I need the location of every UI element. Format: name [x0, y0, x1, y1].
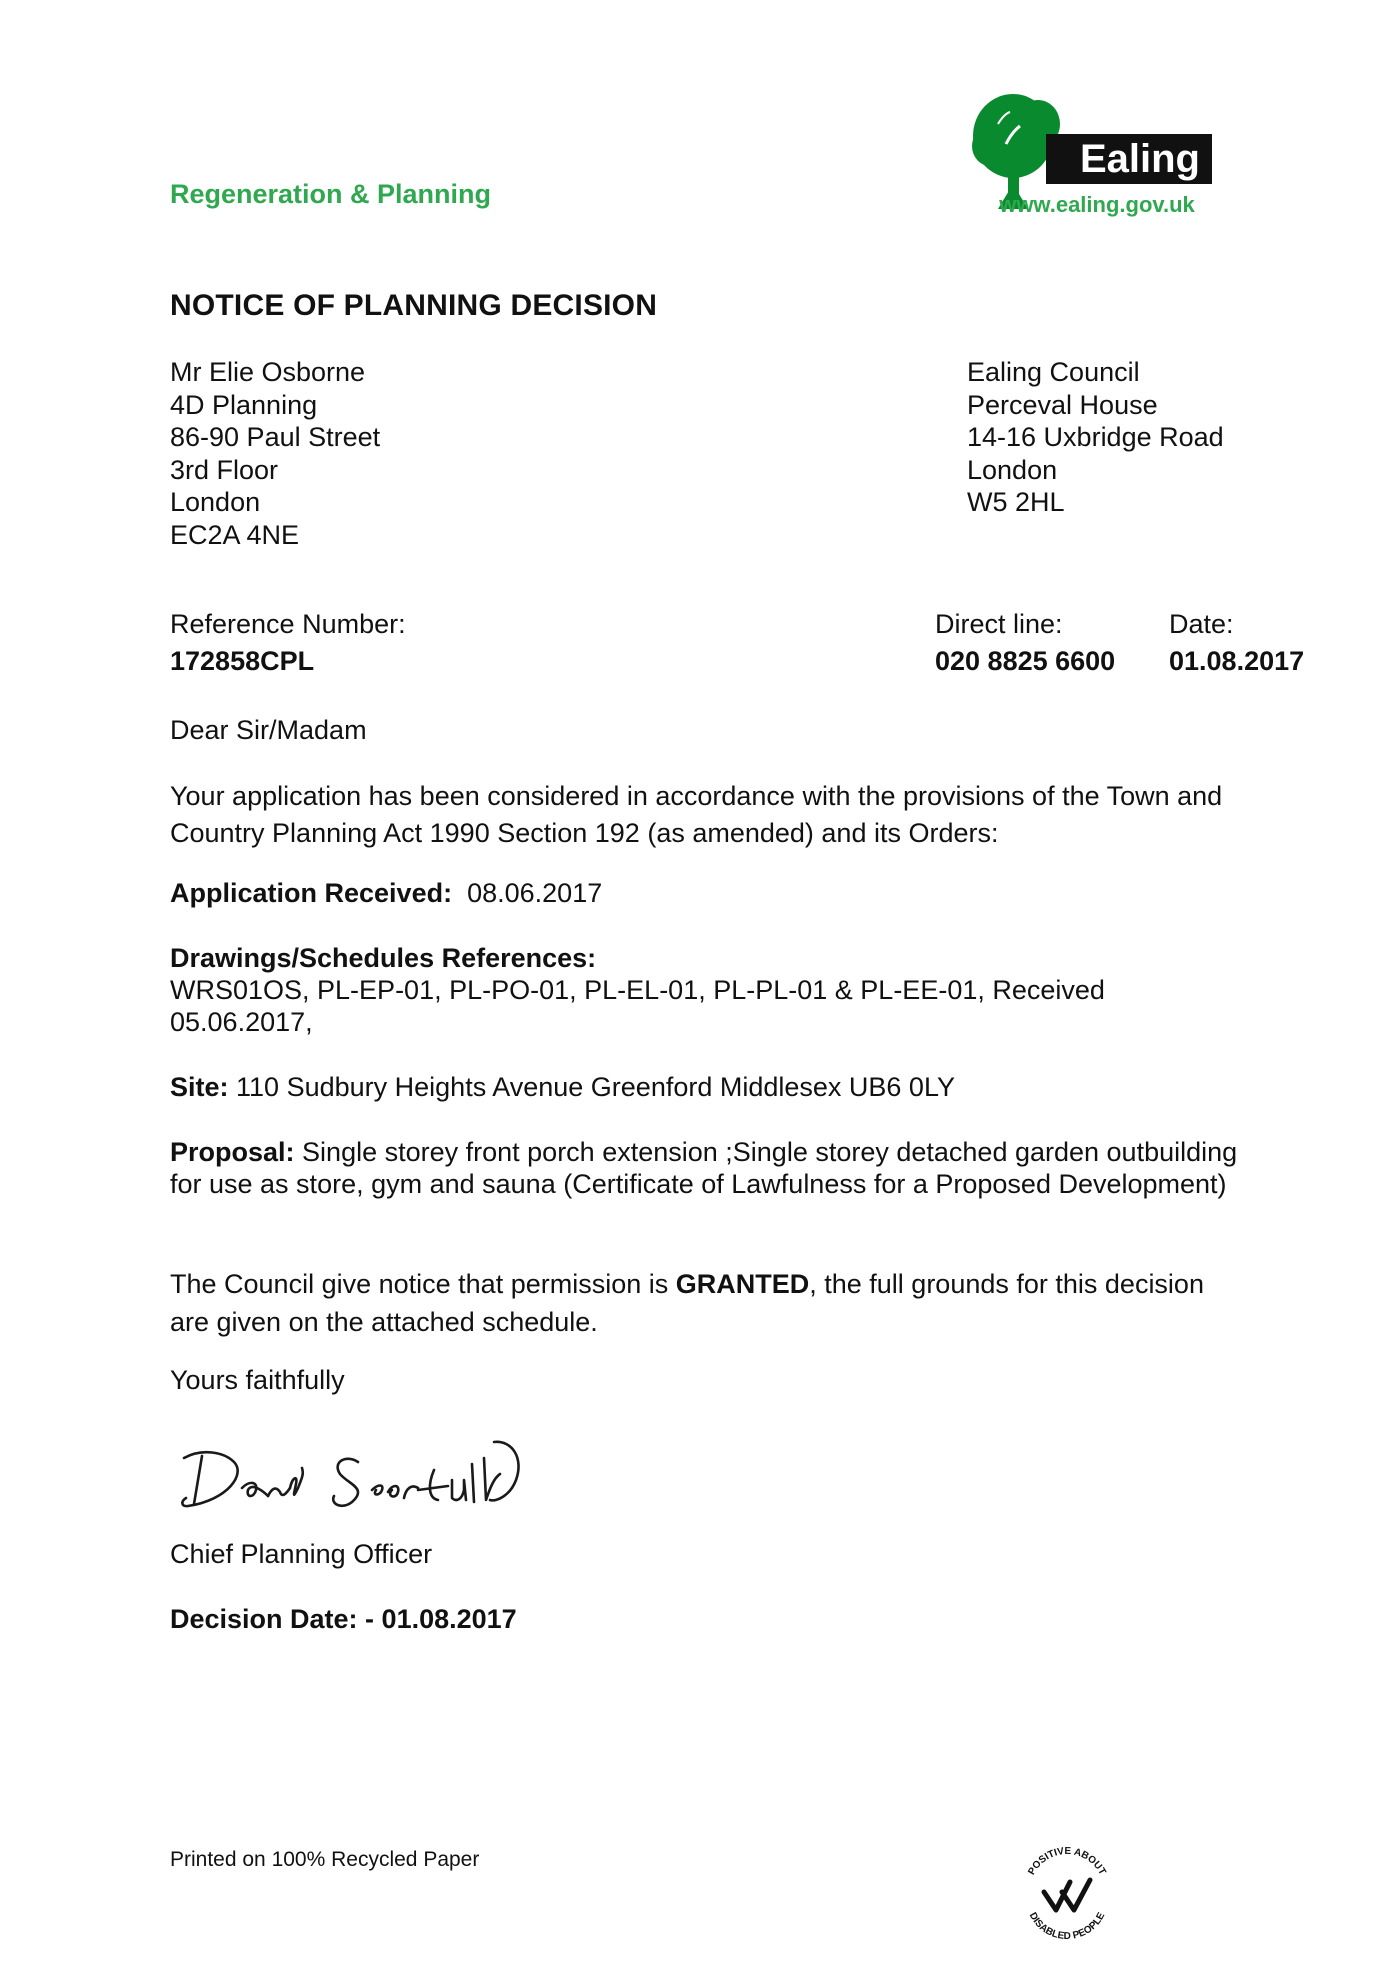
page-title: NOTICE OF PLANNING DECISION — [170, 289, 658, 322]
direct-line-label: Direct line: — [935, 609, 1063, 639]
proposal — [170, 1136, 1250, 1200]
proposal-label: Proposal: — [170, 1137, 295, 1167]
sender-address — [967, 356, 1224, 519]
recipient-address — [170, 356, 380, 551]
decision-date — [170, 1603, 1250, 1635]
application-received-label: Application Received: — [170, 878, 453, 908]
application-received-date: 08.06.2017 — [467, 878, 603, 908]
badge-bottom-text: DISABLED PEOPLE — [1026, 1910, 1108, 1943]
greeting: Dear Sir/Madam — [170, 715, 367, 745]
drawings-references — [170, 942, 1250, 1038]
sender-line: W5 2HL — [967, 487, 1065, 517]
recipient-line: London — [170, 487, 261, 517]
recipient-line: EC2A 4NE — [170, 519, 300, 550]
site-address: 110 Sudbury Heights Avenue Greenford Middlesex UB6 0LY — [236, 1072, 955, 1102]
drawings-label: Drawings/Schedules References: — [170, 943, 597, 973]
disability-badge-icon — [1012, 1836, 1122, 1946]
decision-text-after: , the full grounds for this decision are given on the attached schedule. — [170, 1269, 1204, 1337]
proposal-text: Single storey front porch extension ;Single storey detached garden outbuilding for use as store, gym and sauna (Certificate of Lawfulness for a Proposed Development) — [170, 1137, 1238, 1199]
signatory-title: Chief Planning Officer — [170, 1539, 433, 1569]
department-name: Regeneration & Planning — [170, 179, 492, 209]
intro-paragraph: Your application has been considered in accordance with the provisions of the Town and Country Planning Act 1990 Section 192 (as amended) and its Orders: — [170, 781, 1223, 848]
sender-line: 14-16 Uxbridge Road — [967, 422, 1224, 452]
ealing-logo — [968, 84, 1226, 229]
site-label: Site: — [170, 1072, 229, 1102]
recipient-line: Mr Elie Osborne — [170, 357, 366, 387]
decision-text-before: The Council give notice that permission is — [170, 1269, 676, 1299]
svg-text:POSITIVE ABOUT — [1026, 1846, 1107, 1877]
recycled-paper-note: Printed on 100% Recycled Paper — [170, 1848, 480, 1871]
direct-line-number: 020 8825 6600 — [935, 646, 1116, 676]
sender-line: Ealing Council — [967, 357, 1140, 387]
decision-date-label: Decision Date: - — [170, 1604, 382, 1634]
reference-number: 172858CPL — [170, 646, 315, 676]
recipient-line: 4D Planning — [170, 389, 318, 420]
svg-text:DISABLED PEOPLE — [1027, 1911, 1108, 1943]
badge-ticks — [1044, 1880, 1090, 1910]
site — [170, 1071, 1250, 1103]
decision-date-value: 01.08.2017 — [381, 1604, 517, 1634]
reference-label: Reference Number: — [170, 609, 406, 639]
sender-line: London — [967, 454, 1058, 485]
drawings-value: WRS01OS, PL-EP-01, PL-PO-01, PL-EL-01, PL-PL-01 & PL-EE-01, Received 05.06.2017, — [170, 975, 1105, 1037]
recipient-line: 3rd Floor — [170, 454, 279, 485]
letter-date: 01.08.2017 — [1169, 646, 1305, 676]
decision-paragraph — [170, 1265, 1250, 1341]
date-label: Date: — [1169, 609, 1234, 639]
badge-top-text: POSITIVE ABOUT — [1026, 1845, 1108, 1877]
sender-line: Perceval House — [967, 389, 1158, 420]
decision-outcome: GRANTED — [675, 1269, 810, 1299]
logo-name: Ealing — [1079, 137, 1200, 181]
recipient-line: 86-90 Paul Street — [170, 422, 381, 452]
closing: Yours faithfully — [170, 1365, 345, 1395]
signature — [172, 1418, 532, 1526]
application-received — [170, 877, 1250, 909]
logo-url: www.ealing.gov.uk — [999, 192, 1195, 217]
